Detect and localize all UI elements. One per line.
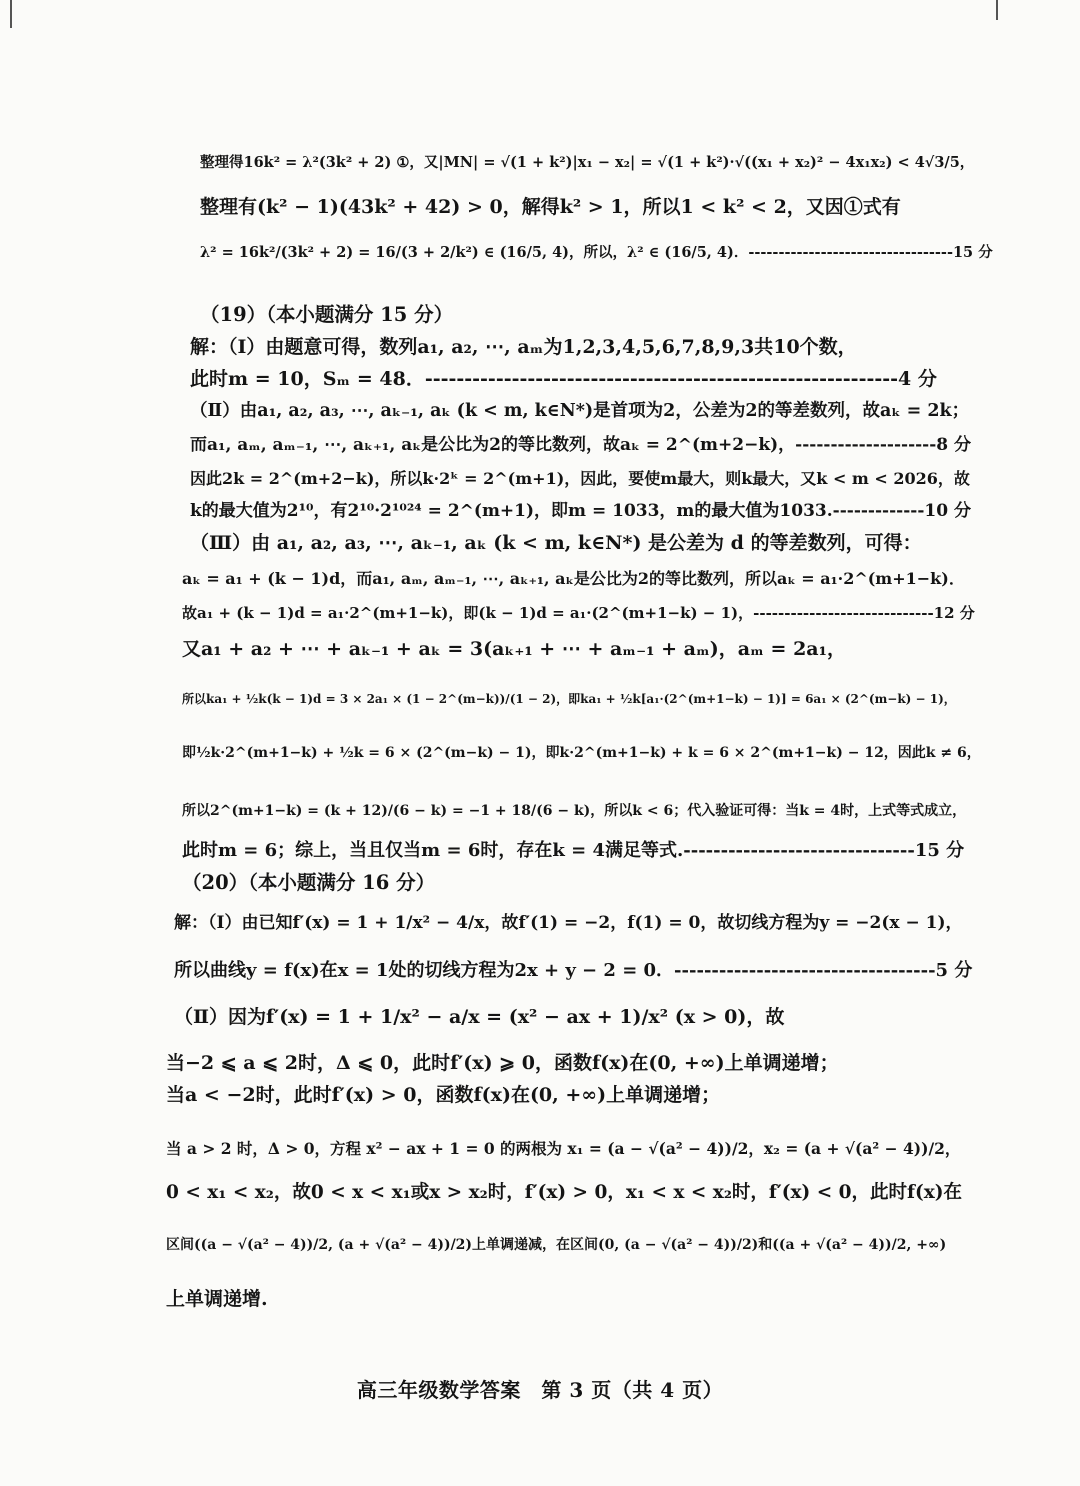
- text-line: 上单调递增.: [166, 1288, 268, 1310]
- text-line: 故a₁ + (k − 1)d = a₁·2^(m+1−k)，即(k − 1)d = a₁·(2^(m+1−k) − 1)，-----------------------------12 分: [182, 604, 975, 622]
- text-line: 而a₁, aₘ, aₘ₋₁, ⋯, aₖ₊₁, aₖ是公比为2的等比数列，故aₖ = 2^(m+2−k)，--------------------8 分: [190, 435, 972, 455]
- text-line: （Ⅱ）因为f′(x) = 1 + 1/x² − a/x = (x² − ax + 1)/x² (x > 0)，故: [174, 1006, 785, 1028]
- text-line: 当 a > 2 时，Δ > 0，方程 x² − ax + 1 = 0 的两根为 x₁ = (a − √(a² − 4))/2，x₂ = (a + √(a² − 4))/2，: [166, 1139, 961, 1158]
- text-line: 整理有(k² − 1)(43k² + 42) > 0，解得k² > 1，所以1 < k² < 2，又因①式有: [200, 196, 901, 218]
- text-line: 0 < x₁ < x₂，故0 < x < x₁或x > x₂时，f′(x) > 0，x₁ < x < x₂时，f′(x) < 0，此时f(x)在: [166, 1182, 963, 1203]
- text-line: 解：（Ⅰ）由已知f′(x) = 1 + 1/x² − 4/x，故f′(1) = −2，f(1) = 0，故切线方程为y = −2(x − 1)，: [174, 913, 963, 933]
- text-line: aₖ = a₁ + (k − 1)d，而a₁, aₘ, aₘ₋₁, ⋯, aₖ₊₁, aₖ是公比为2的等比数列，所以aₖ = a₁·2^(m+1−k)．: [182, 569, 965, 588]
- text-line: 当−2 ⩽ a ⩽ 2时，Δ ⩽ 0，此时f′(x) ⩾ 0，函数f(x)在(0, +∞)上单调递增；: [166, 1052, 839, 1074]
- page-footer: 高三年级数学答案 第 3 页（共 4 页）: [356, 1378, 724, 1402]
- text-line: 当a < −2时，此时f′(x) > 0，函数f(x)在(0, +∞)上单调递增；: [166, 1084, 721, 1106]
- text-line: 又a₁ + a₂ + ⋯ + aₖ₋₁ + aₖ = 3(aₖ₊₁ + ⋯ + aₘ₋₁ + aₘ)，aₘ = 2a₁，: [182, 638, 846, 660]
- page-frame-right-edge: [996, 0, 998, 20]
- text-line: 解：（Ⅰ）由题意可得，数列a₁, a₂, ⋯, aₘ为1,2,3,4,5,6,7,8,9,3共10个数，: [190, 336, 857, 358]
- text-line: 此时m = 6；综上，当且仅当m = 6时，存在k = 4满足等式.-------------------------------15 分: [182, 840, 965, 861]
- text-line: 整理得16k² = λ²(3k² + 2) ①，又|MN| = √(1 + k²)|x₁ − x₂| = √(1 + k²)·√((x₁ + x₂)² − 4x₁x₂) < 4√3/5，: [200, 154, 975, 171]
- section-heading-20: （20）（本小题满分 16 分）: [182, 871, 436, 894]
- text-line: （Ⅱ）由a₁, a₂, a₃, ⋯, aₖ₋₁, aₖ (k < m, k∈N*)是首项为2，公差为2的等差数列，故aₖ = 2k；: [190, 401, 970, 421]
- text-line: 所以2^(m+1−k) = (k + 12)/(6 − k) = −1 + 18/(6 − k)，所以k < 6；代入验证可得：当k = 4时，上式等式成立，: [182, 803, 967, 819]
- text-line: λ² = 16k²/(3k² + 2) = 16/(3 + 2/k²) ∈ (16/5, 4)，所以，λ² ∈ (16/5, 4)．----------------------------------15 分: [200, 244, 993, 261]
- text-line: 所以曲线y = f(x)在x = 1处的切线方程为2x + y − 2 = 0．-----------------------------------5 分: [174, 960, 973, 981]
- text-line: 因此2k = 2^(m+2−k)，所以k·2ᵏ = 2^(m+1)，因此，要使m最大，则k最大，又k < m < 2026，故: [190, 469, 970, 488]
- text-line: 此时m = 10，Sₘ = 48．------------------------------------------------------------4 分: [190, 368, 937, 390]
- text-line: 所以ka₁ + ½k(k − 1)d = 3 × 2a₁ × (1 − 2^(m−k))/(1 − 2)，即ka₁ + ½k[a₁·(2^(m+1−k) − 1)] = 6a₁ × (2^(m−k) − 1)，: [182, 692, 956, 706]
- text-line: 即½k·2^(m+1−k) + ½k = 6 × (2^(m−k) − 1)，即k·2^(m+1−k) + k = 6 × 2^(m+1−k) − 12，因此k ≠ 6，: [182, 745, 981, 761]
- page-frame-left-edge: [10, 0, 12, 28]
- text-line: k的最大值为2¹⁰，有2¹⁰·2¹⁰²⁴ = 2^(m+1)，即m = 1033，m的最大值为1033.-------------10 分: [190, 501, 971, 521]
- text-line: （Ⅲ）由 a₁, a₂, a₃, ⋯, aₖ₋₁, aₖ (k < m, k∈N*) 是公差为 d 的等差数列，可得：: [190, 532, 922, 554]
- text-line: 区间((a − √(a² − 4))/2, (a + √(a² − 4))/2)上单调递减，在区间(0, (a − √(a² − 4))/2)和((a + √(a² − 4))/2, +∞): [166, 1237, 947, 1253]
- section-heading-19: （19）（本小题满分 15 分）: [200, 303, 454, 326]
